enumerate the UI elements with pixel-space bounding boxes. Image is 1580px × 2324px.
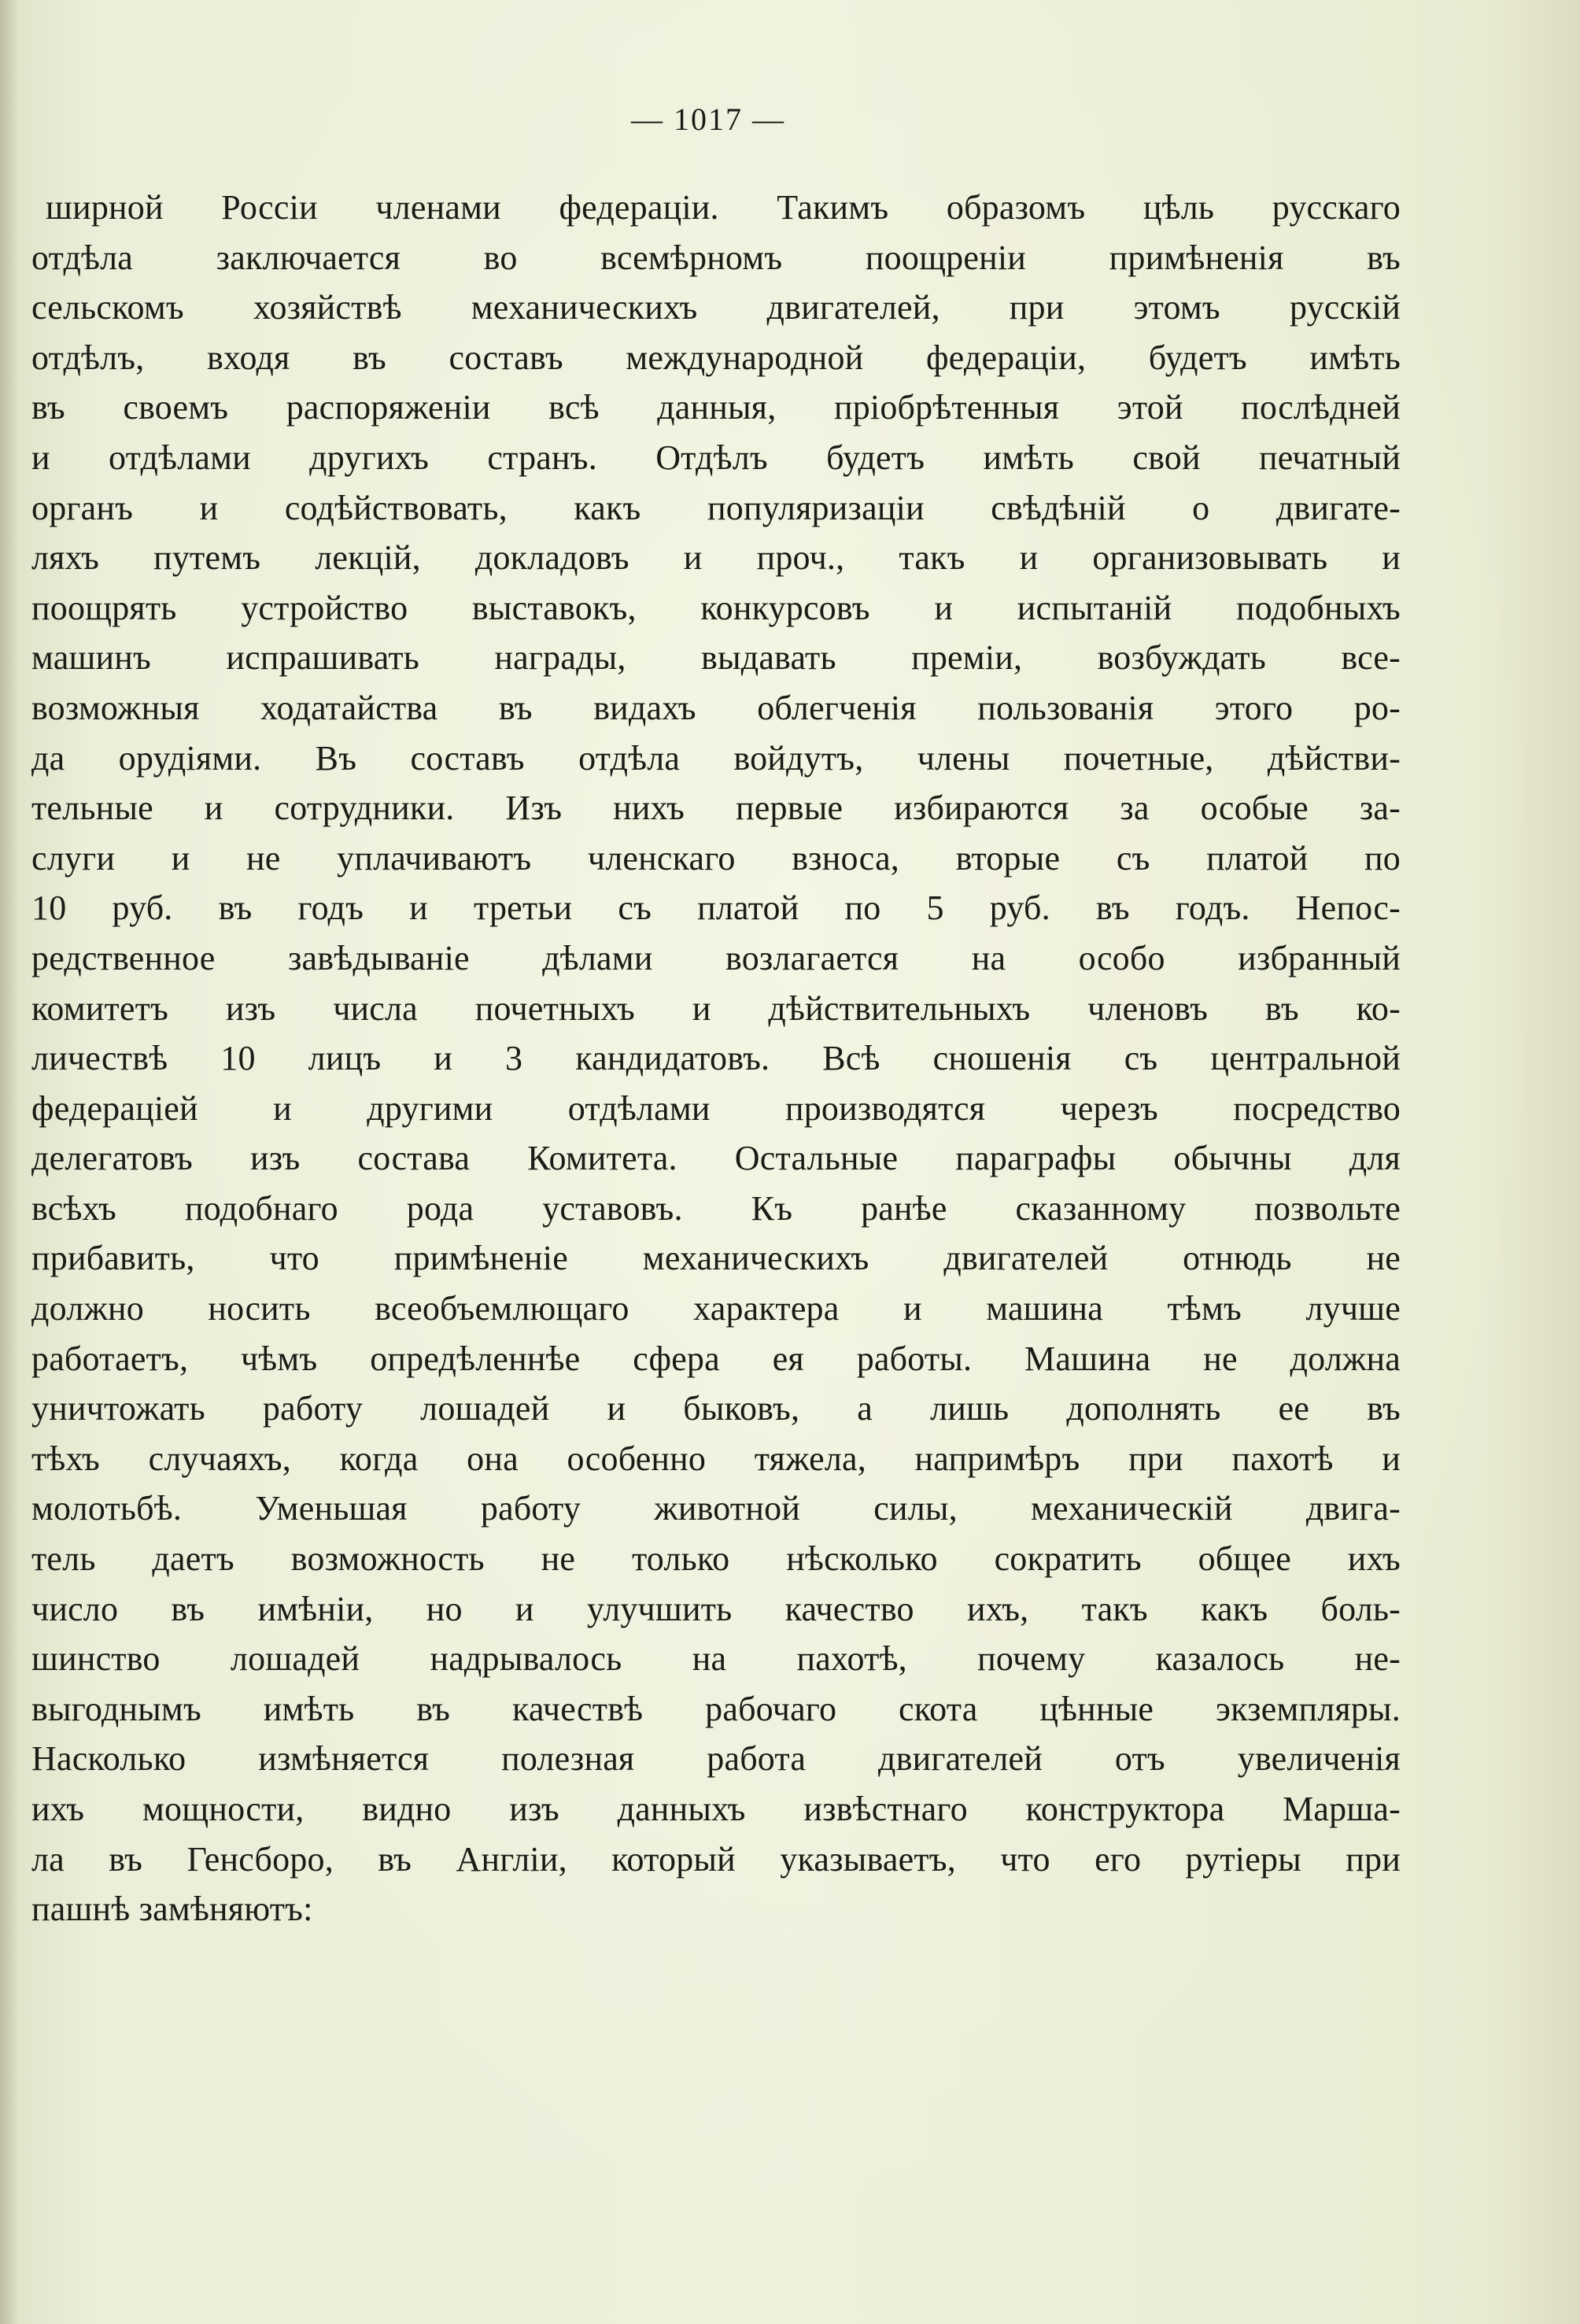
text-line: комитетъ изъ числа почетныхъ и дѣйствительныхъ членовъ въ ко- (31, 988, 1401, 1028)
text-line: отдѣла заключается во всемѣрномъ поощреніи примѣненія въ (31, 238, 1401, 277)
text-line: сельскомъ хозяйствѣ механическихъ двигателей, при этомъ русскій (31, 288, 1401, 327)
text-line: возможныя ходатайства въ видахъ облегченія пользованія этого ро- (31, 688, 1401, 727)
page-edge-shadow (0, 0, 19, 2324)
text-line: и отдѣлами другихъ странъ. Отдѣлъ будетъ имѣть свой печатный (31, 438, 1401, 477)
text-line: ляхъ путемъ лекцій, докладовъ и проч., такъ и организовывать и (31, 538, 1401, 578)
text-line: Насколько измѣняется полезная работа двигателей отъ увеличенія (31, 1739, 1401, 1779)
text-line: редственное завѣдываніе дѣлами возлагается на особо избранный (31, 938, 1401, 977)
text-line: прибавить, что примѣненіе механическихъ двигателей отнюдь не (31, 1239, 1401, 1278)
text-line: тель даетъ возможность не только нѣсколько сократить общее ихъ (31, 1539, 1401, 1579)
text-line: делегатовъ изъ состава Комитета. Остальные параграфы обычны для (31, 1139, 1401, 1178)
text-line: личествѣ 10 лицъ и 3 кандидатовъ. Всѣ сношенія съ центральной (31, 1039, 1401, 1078)
text-line: уничтожать работу лошадей и быковъ, а лишь дополнять ее въ (31, 1389, 1401, 1428)
text-line: въ своемъ распоряженіи всѣ данныя, пріобрѣтенныя этой послѣдней (31, 388, 1401, 427)
text-line: тельные и сотрудники. Изъ нихъ первые избираются за особые за- (31, 789, 1401, 828)
text-line: федераціей и другими отдѣлами производятся черезъ посредство (31, 1088, 1401, 1128)
text-line: слуги и не уплачиваютъ членскаго взноса, вторые съ платой по (31, 838, 1401, 878)
page-number: — 1017 — (631, 102, 785, 137)
text-line: молотьбѣ. Уменьшая работу животной силы, механическій двига- (31, 1489, 1401, 1528)
text-line: 10 руб. въ годъ и третьи съ платой по 5 руб. въ годъ. Непос- (31, 889, 1401, 928)
text-line: поощрять устройство выставокъ, конкурсовъ и испытаній подобныхъ (31, 588, 1401, 627)
body-text (31, 183, 1401, 1934)
text-line: органъ и содѣйствовать, какъ популяризаціи свѣдѣній о двигате- (31, 488, 1401, 527)
text-line: ширной Россіи членами федераціи. Такимъ образомъ цѣль русскаго (46, 188, 1401, 227)
text-line: шинство лошадей надрывалось на пахотѣ, почему казалось не- (31, 1639, 1401, 1679)
text-line: ихъ мощности, видно изъ данныхъ извѣстнаго конструктора Марша- (31, 1790, 1401, 1828)
text-line: выгоднымъ имѣть въ качествѣ рабочаго скота цѣнные экземпляры. (31, 1689, 1401, 1728)
text-line: отдѣлъ, входя въ составъ международной федераціи, будетъ имѣть (31, 338, 1401, 377)
text-line: всѣхъ подобнаго рода уставовъ. Къ ранѣе сказанному позвольте (31, 1188, 1401, 1228)
text-line: тѣхъ случаяхъ, когда она особенно тяжела, напримѣръ при пахотѣ и (31, 1439, 1401, 1478)
text-line: число въ имѣніи, но и улучшить качество ихъ, такъ какъ боль- (31, 1589, 1401, 1628)
text-line: пашнѣ замѣняютъ: (31, 1890, 313, 1929)
text-line: должно носить всеобъемлющаго характера и машина тѣмъ лучше (31, 1289, 1401, 1328)
text-line: ла въ Генсборо, въ Англіи, который указываетъ, что его рутіеры при (31, 1839, 1401, 1879)
text-line: машинъ испрашивать награды, выдавать премiи, возбуждать все- (31, 638, 1401, 678)
text-line: да орудіями. Въ составъ отдѣла войдутъ, члены почетные, дѣйстви- (31, 738, 1401, 778)
text-line: работаетъ, чѣмъ опредѣленнѣе сфера ея работы. Машина не должна (31, 1339, 1401, 1378)
